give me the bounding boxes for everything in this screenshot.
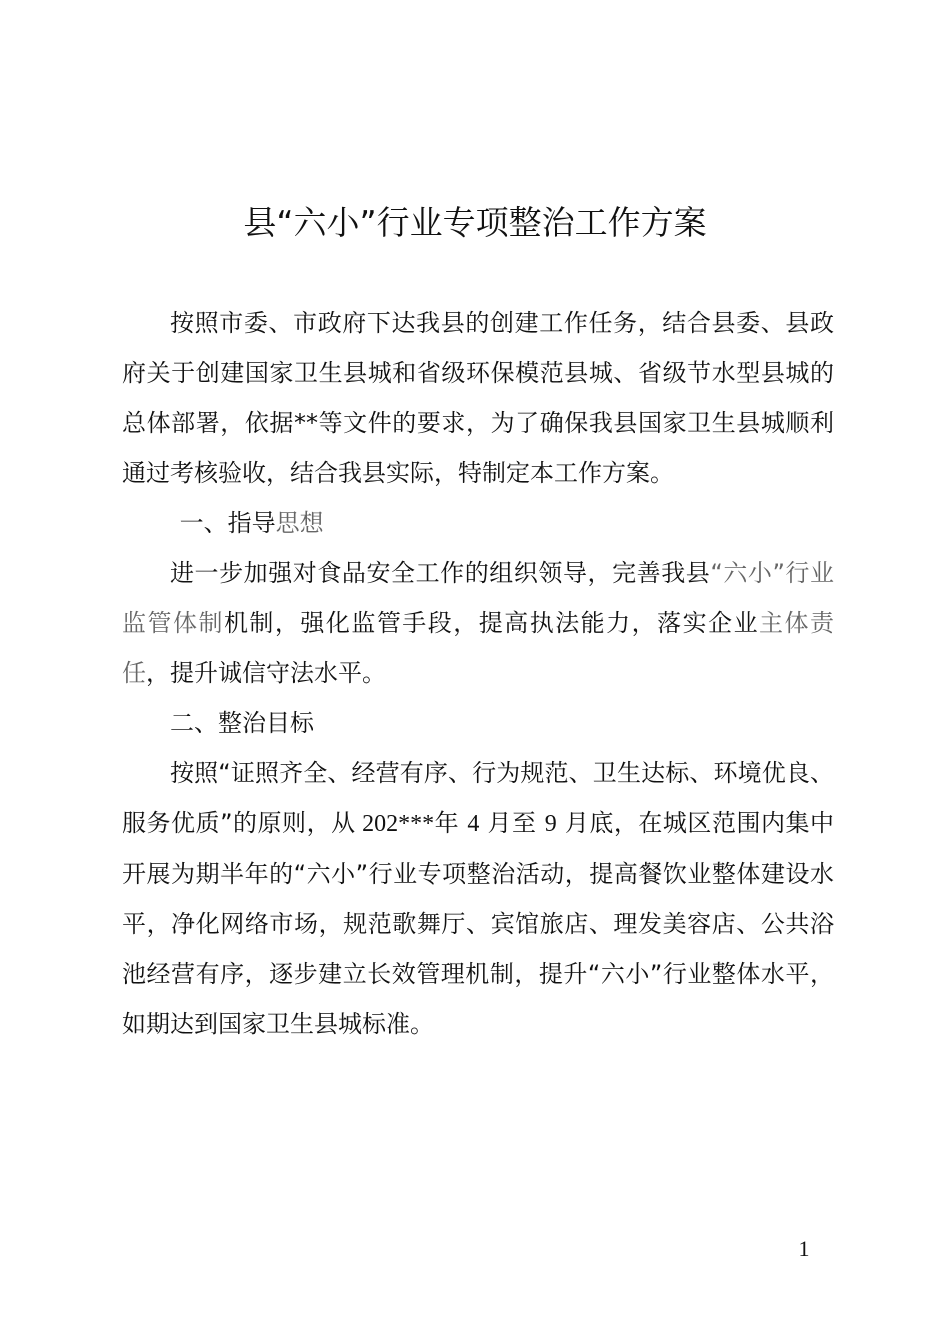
section-1-text-part-2: “六小”行业监管体制: [122, 559, 834, 637]
section-2-text-end-month: 9: [544, 811, 557, 837]
section-1-text-part-3: 机制，强化监管手段，提高执法能力，落实企业: [223, 609, 760, 637]
section-2-text-part-1: 按照“证照齐全、经营有序、行为规范、卫生达标、环境优良、服务优质”的原则，从: [122, 759, 834, 837]
section-2-text-part-7: 月底，在城区范围内集中开展为期半年的“六小”行业专项整治活动，提高餐饮业整体建设水平，净化网络市场，规范歌舞厅、宾馆旅店、理发美容店、公共浴池经营有序，逐步建立长效管理机制，提升“六小”行业整体水平，如期达到国家卫生县城标准。: [122, 809, 835, 1038]
document-body: [122, 298, 834, 1049]
section-2-text-start-month: 4: [467, 811, 480, 837]
section-1-paragraph: [122, 548, 834, 698]
section-1-heading-prefix: 一、指导: [179, 509, 276, 537]
intro-paragraph: 按照市委、市政府下达我县的创建工作任务，结合县委、县政府关于创建国家卫生县城和省级环保模范县城、省级节水型县城的总体部署，依据**等文件的要求，为了确保我县国家卫生县城顺利通过考核验收，结合我县实际，特制定本工作方案。: [122, 309, 834, 487]
section-1-heading: [122, 498, 834, 548]
document-title: 县“六小”行业专项整治工作方案: [243, 203, 707, 242]
section-1-text-part-1: 进一步加强对食品安全工作的组织领导，完善我县: [170, 559, 711, 587]
section-2-text-part-3: 年: [434, 809, 468, 837]
section-2-text-part-5: 月至: [479, 809, 545, 837]
section-1-text-part-5: ，提升诚信守法水平。: [146, 659, 386, 687]
section-1-text-part-4: 主体责任: [122, 609, 835, 687]
section-2-text-year: 202***: [355, 811, 435, 837]
page-number: 1: [798, 1236, 810, 1261]
section-2-heading: 二、整治目标: [170, 709, 314, 737]
section-1-heading-suffix: 思想: [275, 509, 324, 537]
section-2-paragraph: [122, 748, 834, 1049]
